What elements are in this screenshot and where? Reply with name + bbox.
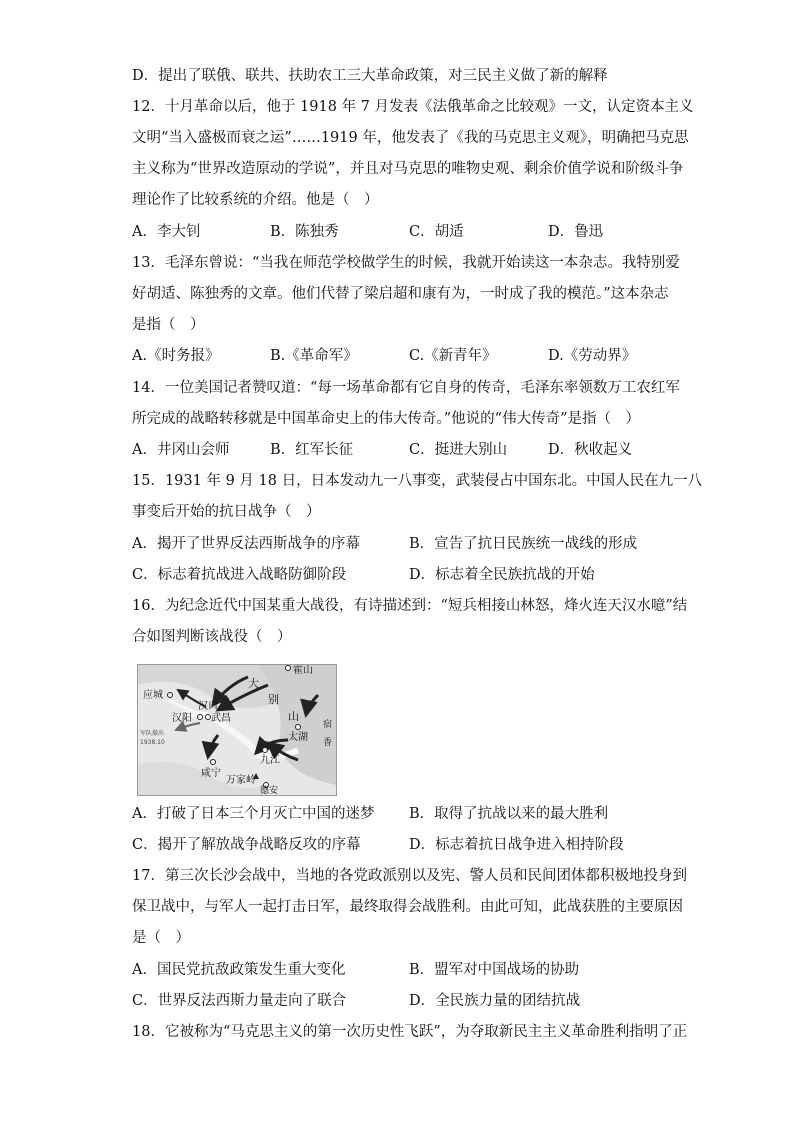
q15-option-d[interactable]: D．标志着全民族抗战的开始 [409,567,595,583]
q14-option-d[interactable]: D．秋收起义 [548,442,633,458]
q17-stem-line: 是（ ） [132,930,190,946]
city-marker-taihu [296,725,301,730]
map-label-xianning: 咸宁 [201,768,221,779]
q18-stem-line: 18．它被称为“马克思主义的第一次历史性飞跃”，为夺取新民主主义革命胜利指明了正 [132,1024,688,1040]
q16-stem-line: 16．为纪念近代中国某重大战役，有诗描述到：“短兵相接山林怒，烽火连天汉水噫”结 [132,598,688,614]
q15-option-c[interactable]: C．标志着抗战进入战略防御阶段 [132,567,347,583]
q14-stem-line: 14．一位美国记者赞叹道：“每一场革命都有它自身的传奇，毛泽东率领数万工农红军 [132,380,680,396]
q17-option-a[interactable]: A．国民党抗敌政策发生重大变化 [132,962,346,978]
map-label-bie: 别 [268,693,279,706]
map-label-huoshan: 霍山 [293,665,313,676]
q14-stem-line: 所完成的战略转移就是中国革命史上的伟大传奇。”他说的“伟大传奇”是指（ ） [132,411,640,427]
q13-stem-line: 好胡适、陈独秀的文章。他们代替了梁启超和康有为，一时成了我的模范。”这本杂志 [132,286,669,302]
map-label-wanjialing: 万家岭 [226,775,256,786]
city-marker-huoshan [286,666,291,671]
q14-option-c[interactable]: C．挺进大别山 [409,442,508,458]
q15-option-a[interactable]: A．揭开了世界反法西斯战争的序幕 [132,536,360,552]
q16-option-b[interactable]: B．取得了抗战以来的最大胜利 [409,806,609,822]
q12-stem-line: 理论作了比较系统的介绍。他是（ ） [132,192,379,208]
q15-stem-line: 事变后开始的抗日战争（ ） [132,504,321,520]
q12-option-d[interactable]: D．鲁迅 [548,224,604,240]
q14-option-a[interactable]: A．井冈山会师 [132,442,230,458]
map-label-hankou: 汉口 [198,701,218,712]
map-label-da: 大 [248,677,259,690]
city-marker-yingcheng [168,693,173,698]
q12-option-b[interactable]: B．陈独秀 [270,224,339,240]
q17-option-c[interactable]: C．世界反法西斯力量走向了联合 [132,993,347,1009]
q13-option-a[interactable]: A.《时务报》 [132,348,220,364]
city-marker-wuchang [206,715,211,720]
city-marker-jiujiang [263,748,268,753]
q15-stem-line: 15．1931 年 9 月 18 日，日本发动九一八事变，武装侵占中国东北。中国人民在九一八 [132,473,703,489]
map-label-wuchang: 武昌 [211,713,231,724]
q16-option-a[interactable]: A．打破了日本三个月灭亡中国的迷梦 [132,806,375,822]
q16-option-c[interactable]: C．揭开了解放战争战略反攻的序幕 [132,837,361,853]
q16-stem-line: 合如图判断该战役（ ） [132,629,292,645]
map-label-taihu: 太湖 [288,732,308,743]
map-label-su: 宿 [323,720,333,730]
city-marker-xianning [211,760,216,765]
q12-option-a[interactable]: A．李大钊 [132,224,201,240]
q12-stem-line: 主义称为“世界改造原动的学说”，并且对马克思的唯物史观、剩余价值学说和阶级斗争 [132,161,684,177]
map-label-jiujiang: 九江 [260,755,280,766]
q17-stem-line: 17．第三次长沙会战中，当地的各党政派别以及宪、警人员和民间团体都积极地投身到 [132,868,687,884]
q16-option-d[interactable]: D．标志着抗日战争进入相持阶段 [409,837,624,853]
q13-option-d[interactable]: D.《劳动界》 [548,348,637,364]
q15-option-b[interactable]: B．宣告了抗日民族统一战线的形成 [409,536,638,552]
q17-option-d[interactable]: D．全民族力量的团结抗战 [409,993,581,1009]
map-label-dean: 德安 [260,786,279,795]
map-label-shan: 山 [288,710,299,723]
map-label-yingcheng: 应城 [143,690,163,701]
battle-map [137,664,337,796]
map-label-hanyang: 汉阳 [172,713,192,724]
q13-stem-line: 是指（ ） [132,317,205,333]
q13-option-c[interactable]: C.《新青年》 [409,348,497,364]
q17-stem-line: 保卫战中，与军人一起打击日军，最终取得会战胜利。由此可知，此战获胜的主要原因 [132,899,683,915]
q12-stem-line: 文明“当入盛极而衰之运”……1919 年，他发表了《我的马克思主义观》，明确把马克思 [132,130,689,146]
q12-stem-line: 12．十月革命以后，他于 1918 年 7 月发表《法俄革命之比较观》一文，认定资本主义 [132,99,694,115]
map-label-xiang: 香 [323,738,333,748]
map-label-retreat: 军队撤出 [140,730,165,737]
map-label-retreat-date: 1938.10 [140,739,165,746]
q17-option-b[interactable]: B．盟军对中国战场的协助 [409,962,580,978]
prev-option-d: D．提出了联俄、联共、扶助农工三大革命政策，对三民主义做了新的解释 [132,68,608,84]
q12-option-c[interactable]: C．胡适 [409,224,464,240]
city-marker-hanyang [198,715,203,720]
q13-option-b[interactable]: B.《革命军》 [270,348,358,364]
q13-stem-line: 13．毛泽东曾说：“当我在师范学校做学生的时候，我就开始读这一本杂志。我特别爱 [132,255,680,271]
q14-option-b[interactable]: B．红军长征 [270,442,354,458]
